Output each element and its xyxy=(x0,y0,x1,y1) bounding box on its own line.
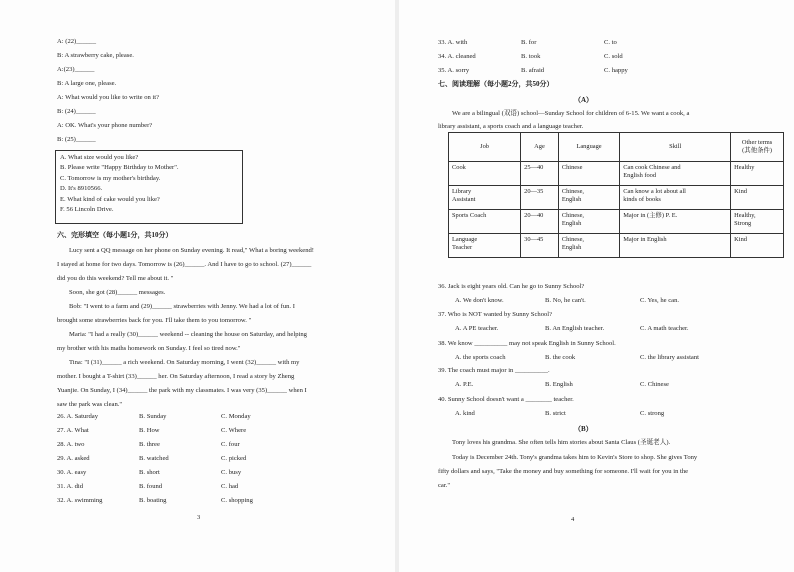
choice-option: 26. A. Saturday xyxy=(57,413,99,420)
option-item: F. 56 Lincoln Drive. xyxy=(60,206,114,213)
question-option: C. A math teacher. xyxy=(640,325,689,332)
dialog-line: B: (25)______ xyxy=(57,136,96,143)
choice-option: B. three xyxy=(139,441,160,448)
choice-option: 34. A. cleaned xyxy=(438,53,476,60)
passage-line: mother. I bought a T-shirt (33)______ her. On Saturday afternoon, I read a story by Zheng xyxy=(57,373,295,380)
choice-option: C. shopping xyxy=(221,497,253,504)
table-cell: 20—40 xyxy=(521,210,559,234)
section-title: 六、完形填空（每小题1分，共10分） xyxy=(57,231,173,239)
table-cell: Sports Coach xyxy=(449,210,521,234)
question-stem: 37. Who is NOT wanted by Sunny School? xyxy=(438,311,553,318)
passage-line: my brother with his maths homework on Sunday. I feel so tired now." xyxy=(57,345,241,352)
passage-line: brought some strawberries back for you. I'll take them to you tomorrow. " xyxy=(57,317,252,324)
question-option: B. strict xyxy=(545,410,566,417)
passage-line: library assistant, a sports coach and a language teacher. xyxy=(438,123,584,130)
choice-option: B. took xyxy=(521,53,541,60)
part-heading: （A） xyxy=(574,96,594,104)
question-option: A. A PE teacher. xyxy=(455,325,499,332)
choice-option: C. happy xyxy=(604,67,628,74)
table-header-cell: Other terms (其他条件) xyxy=(731,133,784,162)
question-option: C. Yes, he can. xyxy=(640,297,680,304)
choice-option: 29. A. asked xyxy=(57,455,90,462)
choice-option: B. for xyxy=(521,39,537,46)
dialog-line: A: (22)______ xyxy=(57,38,97,45)
job-table xyxy=(448,132,784,258)
dialog-line: A: OK. What's your phone number? xyxy=(57,122,153,129)
passage-line: Soon, she got (28)______ messages. xyxy=(69,289,166,296)
table-header-cell: Language xyxy=(558,133,619,162)
part-heading: （B） xyxy=(574,425,593,433)
question-stem: 36. Jack is eight years old. Can he go to Sunny School? xyxy=(438,283,585,290)
choice-option: B. Sunday xyxy=(139,413,167,420)
option-item: C. Tomorrow is my mother's birthday. xyxy=(60,174,161,182)
table-cell: Chinese, English xyxy=(558,186,619,210)
table-header-cell: Job xyxy=(449,133,521,162)
question-option: A. the sports coach xyxy=(455,354,506,361)
question-option: B. No, he can't. xyxy=(545,297,586,304)
question-option: A. We don't know. xyxy=(455,297,504,304)
choice-option: 28. A. two xyxy=(57,441,85,448)
dialog-line: A: What would you like to write on it? xyxy=(57,94,160,101)
choice-option: C. four xyxy=(221,441,240,448)
choice-option: 32. A. swimming xyxy=(57,497,103,504)
table-cell: Can cook Chinese and English food xyxy=(620,162,731,186)
choice-option: B. boating xyxy=(139,497,167,504)
question-stem: 39. The coach must major in __________. xyxy=(438,367,550,374)
choice-option: B. watched xyxy=(139,455,169,462)
question-stem: 40. Sunny School doesn't want a ________ teacher. xyxy=(438,396,574,403)
choice-option: C. Monday xyxy=(221,413,251,420)
question-option: C. strong xyxy=(640,410,665,417)
choice-option: 31. A. did xyxy=(57,483,84,490)
table-cell: Major in English xyxy=(620,234,731,258)
choice-option: 35. A. sorry xyxy=(438,67,470,74)
question-option: B. English xyxy=(545,381,573,388)
dialog-line: B: A large one, please. xyxy=(57,80,117,87)
page-number-right: 4 xyxy=(571,516,575,523)
question-option: B. An English teacher. xyxy=(545,325,605,332)
table-cell: Chinese, English xyxy=(558,210,619,234)
passage-line: Tony loves his grandma. She often tells him stories about Santa Claus (圣诞老人). xyxy=(452,439,671,446)
choice-option: B. afraid xyxy=(521,67,545,74)
page-gutter xyxy=(395,0,399,572)
table-header-cell: Skill xyxy=(620,133,731,162)
choice-option: C. Where xyxy=(221,427,247,434)
table-cell: Language Teacher xyxy=(449,234,521,258)
table-body xyxy=(449,162,784,258)
dialog-line: A:(23)______ xyxy=(57,66,95,73)
dialog-line: B: A strawberry cake, please. xyxy=(57,52,134,59)
choice-option: C. picked xyxy=(221,455,247,462)
table-cell: Healthy, Strong xyxy=(731,210,784,234)
option-item: E. What kind of cake would you like? xyxy=(60,195,160,203)
table-cell: Major in (主修) P. E. xyxy=(620,210,731,234)
passage-line: Yuanjie. On Sunday, I (34)______ the park with my classmates. I was very (35)______ when I xyxy=(57,387,307,394)
choice-option: C. sold xyxy=(604,53,623,60)
table-row xyxy=(449,210,784,234)
choice-option: B. How xyxy=(139,427,160,434)
table-cell: 25—40 xyxy=(521,162,559,186)
question-option: C. the library assistant xyxy=(640,354,699,361)
table-cell: Kind xyxy=(731,234,784,258)
passage-line: did you do this weekend? Tell me about it. " xyxy=(57,275,174,282)
question-stem: 38. We know __________ may not speak English in Sunny School. xyxy=(438,340,616,347)
passage-line: We are a bilingual (双语) school—Sunday School for children of 6-15. We want a cook, a xyxy=(452,110,690,117)
table-row xyxy=(449,162,784,186)
table-cell: Cook xyxy=(449,162,521,186)
passage-line: car." xyxy=(438,482,451,489)
passage-line: Bob: "I went to a farm and (29)______ strawberries with Jenny. We had a lot of fun. I xyxy=(69,303,295,310)
question-option: C. Chinese xyxy=(640,381,669,388)
dialog-line: B: (24)______ xyxy=(57,108,96,115)
question-option: B. the cook xyxy=(545,354,576,361)
table-cell: 30—45 xyxy=(521,234,559,258)
choice-option: C. had xyxy=(221,483,239,490)
choice-option: 27. A. What xyxy=(57,427,89,434)
option-item: D. It's 8910566. xyxy=(60,185,103,192)
option-item: B. Please write "Happy Birthday to Mother". xyxy=(60,164,179,171)
passage-line: Tina: "I (31)______ a rich weekend. On Saturday morning, I went (32)______ with my xyxy=(69,359,300,366)
choice-option: B. short xyxy=(139,469,160,476)
passage-line: Lucy sent a QQ message on her phone on Sunday evening. It read," What a boring weekend! xyxy=(69,247,314,254)
passage-line: saw the park was clean." xyxy=(57,401,123,408)
choice-option: C. to xyxy=(604,39,617,46)
passage-line: I stayed at home for two days. Tomorrow is (26)______. And I have to go to school. (27)______ xyxy=(57,261,312,268)
table-cell: Kind xyxy=(731,186,784,210)
passage-line: Maria: "I had a really (30)______ weekend -- cleaning the house on Saturday, and helping xyxy=(69,331,307,338)
table-cell: Chinese, English xyxy=(558,234,619,258)
table-header-cell: Age xyxy=(521,133,559,162)
question-option: A. kind xyxy=(455,410,475,417)
choice-option: C. busy xyxy=(221,469,242,476)
table-cell: Healthy xyxy=(731,162,784,186)
choice-option: 33. A. with xyxy=(438,39,468,46)
passage-line: fifty dollars and says, "Take the money and buy something for someone. I'll wait for you in the xyxy=(438,468,689,475)
table-row xyxy=(449,234,784,258)
table-header-row xyxy=(449,133,784,162)
option-item: A. What size would you like? xyxy=(60,153,139,161)
table-cell: Can know a lot about all kinds of books xyxy=(620,186,731,210)
table-cell: 20—35 xyxy=(521,186,559,210)
section-title: 七、阅读理解（每小题2分，共50分） xyxy=(438,80,554,88)
passage-line: Today is December 24th. Tony's grandma takes him to Kevin's Store to shop. She gives Tony xyxy=(452,454,698,461)
choice-option: B. found xyxy=(139,483,163,490)
choice-option: 30. A. easy xyxy=(57,469,87,476)
table-cell: Library Assistant xyxy=(449,186,521,210)
table-cell: Chinese xyxy=(558,162,619,186)
page-number-left: 3 xyxy=(197,514,201,521)
table-row xyxy=(449,186,784,210)
options-box xyxy=(55,150,243,224)
question-option: A. P.E. xyxy=(455,381,474,388)
